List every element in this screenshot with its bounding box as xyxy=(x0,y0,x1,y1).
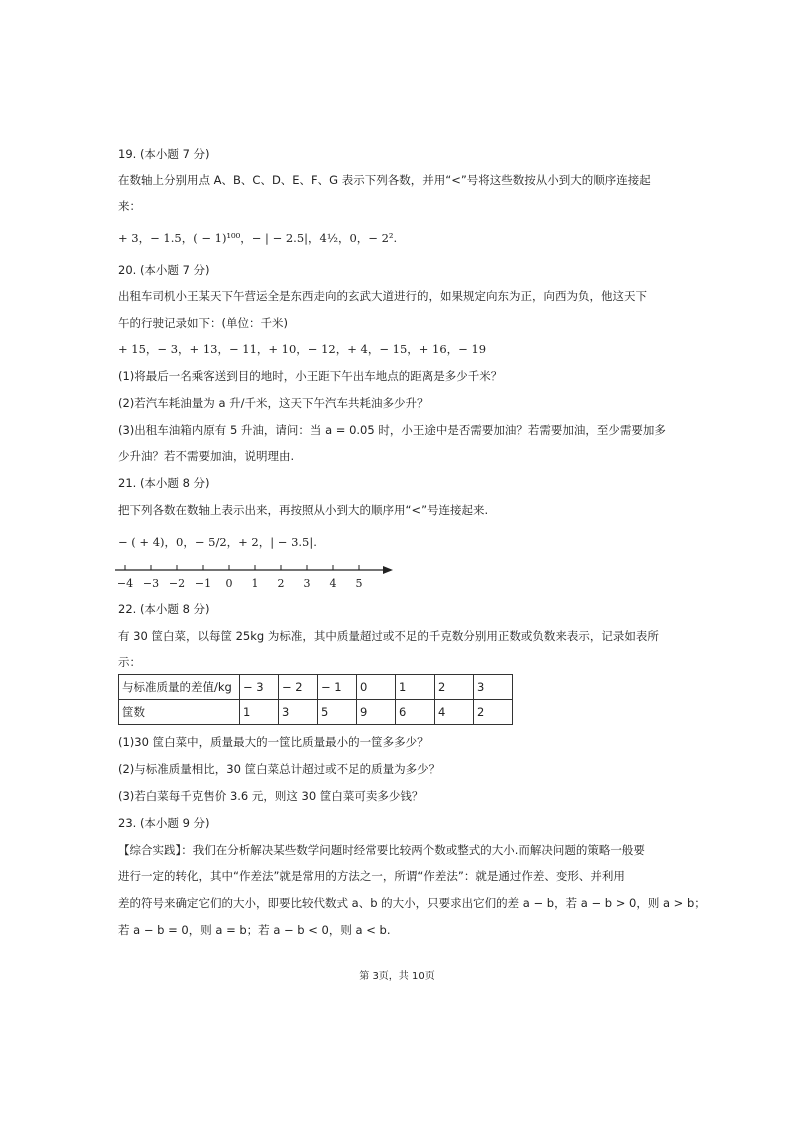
q21-title: 21. (本小题 8 分) xyxy=(118,476,210,490)
number-line-tick-label: −3 xyxy=(142,577,160,590)
q19-numbers: + 3，− 1.5，( − 1)¹⁰⁰，− | − 2.5|，4½，0，− 2². xyxy=(118,231,398,245)
q23-title: 23. (本小题 9 分) xyxy=(118,816,210,830)
table-cell: 2 xyxy=(474,700,513,725)
q22-part-2: (2)与标准质量相比，30 筐白菜总计超过或不足的质量为多少？ xyxy=(118,762,441,776)
q20-part-2: (2)若汽车耗油量为 a 升/千米，这天下午汽车共耗油多少升？ xyxy=(118,396,429,410)
number-line-ticks xyxy=(117,565,363,590)
number-line-tick-label: 2 xyxy=(277,577,285,590)
number-line-tick-label: −4 xyxy=(116,577,134,590)
q23-text-2: 进行一定的转化，其中“作差法”就是常用的方法之一，所谓“作差法”：就是通过作差、变形、并利用 xyxy=(118,869,625,883)
q20-text-2: 午的行驶记录如下：(单位：千米) xyxy=(118,316,288,330)
table-cell: 0 xyxy=(357,675,396,700)
number-line-tick-label: 0 xyxy=(225,577,233,590)
table-cell: 1 xyxy=(240,700,279,725)
table-cell: − 3 xyxy=(240,675,279,700)
table-row xyxy=(119,675,513,700)
table-cell: 3 xyxy=(279,700,318,725)
number-line-tick-label: 1 xyxy=(251,577,259,590)
q22-text-1: 有 30 筐白菜，以每筐 25kg 为标准，其中质量超过或不足的千克数分别用正数或负数来表示，记录如表所 xyxy=(118,629,659,643)
table-cell: 6 xyxy=(396,700,435,725)
q22-title: 22. (本小题 8 分) xyxy=(118,602,210,616)
table-cell: 3 xyxy=(474,675,513,700)
q19-text-1: 在数轴上分别用点 A、B、C、D、E、F、G 表示下列各数，并用“<”号将这些数按从小到大的顺序连接起 xyxy=(118,173,651,187)
q23-text-1: 【综合实践】：我们在分析解决某些数学问题时经常要比较两个数或整式的大小.而解决问题的策略一般要 xyxy=(118,843,645,857)
number-line-tick-label: −1 xyxy=(194,577,212,590)
table-cell: 1 xyxy=(396,675,435,700)
number-line-tick-label: 5 xyxy=(355,577,363,590)
table-row-header: 筐数 xyxy=(119,700,240,725)
table-row xyxy=(119,700,513,725)
q20-part-1: (1)将最后一名乘客送到目的地时，小王距下午出车地点的距离是多少千米？ xyxy=(118,369,503,383)
q22-part-1: (1)30 筐白菜中，质量最大的一筐比质量最小的一筐多多少？ xyxy=(118,735,429,749)
table-cell: − 1 xyxy=(318,675,357,700)
q23-text-3: 差的符号来确定它们的大小，即要比较代数式 a、b 的大小，只要求出它们的差 a − b，若 a − b > 0，则 a > b； xyxy=(118,896,706,910)
number-line xyxy=(113,560,403,594)
q20-text-1: 出租车司机小王某天下午营运全是东西走向的玄武大道进行的，如果规定向东为正，向西为负，他这天下 xyxy=(118,289,647,303)
table-cell: 2 xyxy=(435,675,474,700)
q22-text-2: 示： xyxy=(118,655,141,669)
q19-text-2: 来： xyxy=(118,199,141,213)
q22-part-3: (3)若白菜每千克售价 3.6 元，则这 30 筐白菜可卖多少钱？ xyxy=(118,789,424,803)
number-line-tick-label: 4 xyxy=(329,577,337,590)
number-line-arrow xyxy=(383,566,393,574)
q21-numbers: − ( + 4)，0，− 5/2，+ 2，| − 3.5|. xyxy=(118,535,317,549)
q23-text-4: 若 a − b = 0，则 a = b；若 a − b < 0，则 a < b. xyxy=(118,923,391,937)
page-footer: 第 3页，共 10页 xyxy=(359,971,435,982)
table-cell: − 2 xyxy=(279,675,318,700)
q20-part-3b: 少升油？若不需要加油，说明理由. xyxy=(118,449,295,463)
cabbage-table xyxy=(118,674,513,725)
table-cell: 9 xyxy=(357,700,396,725)
number-line-tick-label: 3 xyxy=(303,577,311,590)
q21-text-1: 把下列各数在数轴上表示出来，再按照从小到大的顺序用“<”号连接起来. xyxy=(118,503,489,517)
q20-title: 20. (本小题 7 分) xyxy=(118,263,210,277)
table-cell: 5 xyxy=(318,700,357,725)
q20-part-3a: (3)出租车油箱内原有 5 升油，请问：当 a = 0.05 时，小王途中是否需要加油？若需要加油，至少需要加多 xyxy=(118,423,666,437)
q20-records: + 15，− 3，+ 13，− 11，+ 10，− 12，+ 4，− 15，+ 16，− 19 xyxy=(118,342,487,356)
q19-title: 19. (本小题 7 分) xyxy=(118,147,210,161)
table-row-header: 与标准质量的差值/kg xyxy=(119,675,240,700)
number-line-tick-label: −2 xyxy=(168,577,186,590)
table-cell: 4 xyxy=(435,700,474,725)
